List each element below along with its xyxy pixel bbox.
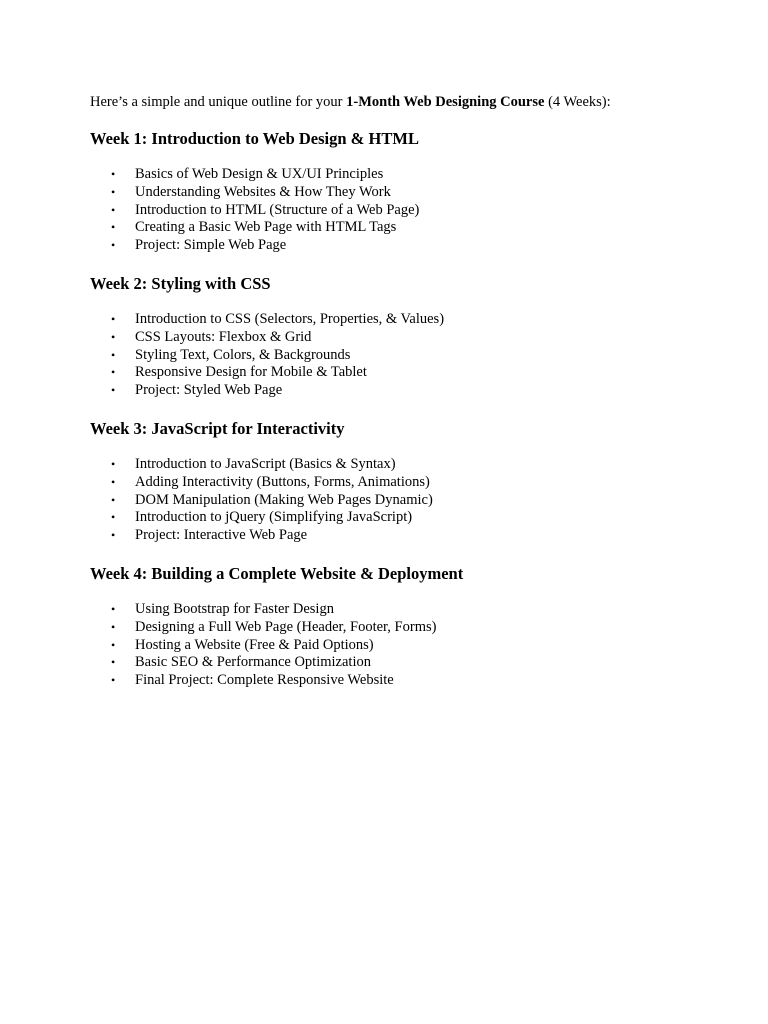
topic-list <box>90 601 710 690</box>
list-item <box>90 311 710 329</box>
bullet-icon: • <box>111 184 116 199</box>
bullet-icon: • <box>111 456 116 471</box>
list-item <box>90 509 710 527</box>
week-heading: Week 1: Introduction to Web Design & HTML <box>90 129 419 148</box>
bullet-icon: • <box>111 474 116 489</box>
list-item-text: Using Bootstrap for Faster Design <box>135 600 334 617</box>
week-section-2 <box>90 274 710 400</box>
list-item <box>90 672 710 690</box>
topic-list <box>90 166 710 255</box>
list-item <box>90 654 710 672</box>
list-item <box>90 364 710 382</box>
list-item-text: Basics of Web Design & UX/UI Principles <box>135 166 384 182</box>
week-section-4 <box>90 564 710 690</box>
list-item-text: Introduction to CSS (Selectors, Properties, & Values) <box>135 310 445 327</box>
list-item-text: Hosting a Website (Free & Paid Options) <box>135 636 374 653</box>
bullet-icon: • <box>111 601 116 616</box>
bullet-icon: • <box>111 347 116 362</box>
week-section-3 <box>90 419 710 545</box>
bullet-icon: • <box>111 637 116 652</box>
list-item <box>90 474 710 492</box>
intro-prefix: Here’s a simple and unique outline for your <box>90 94 347 110</box>
bullet-icon: • <box>111 383 116 398</box>
list-item-text: Creating a Basic Web Page with HTML Tags <box>135 219 397 236</box>
bullet-icon: • <box>111 202 116 217</box>
list-item-text: Designing a Full Web Page (Header, Footer, Forms) <box>135 618 437 635</box>
list-item <box>90 347 710 365</box>
document-page <box>90 94 710 690</box>
list-item-text: Introduction to JavaScript (Basics & Syntax) <box>135 455 396 472</box>
list-item <box>90 637 710 655</box>
list-item-text: Introduction to jQuery (Simplifying JavaScript) <box>135 509 413 526</box>
list-item <box>90 492 710 510</box>
list-item-text: CSS Layouts: Flexbox & Grid <box>135 328 312 345</box>
bullet-icon: • <box>111 311 116 326</box>
list-item <box>90 237 710 255</box>
list-item <box>90 329 710 347</box>
list-item <box>90 456 710 474</box>
bullet-icon: • <box>111 619 116 634</box>
list-item-text: Styling Text, Colors, & Backgrounds <box>135 346 351 363</box>
bullet-icon: • <box>111 329 116 344</box>
list-item-text: Basic SEO & Performance Optimization <box>135 654 371 671</box>
intro-paragraph <box>90 94 710 111</box>
list-item <box>90 202 710 220</box>
list-item <box>90 219 710 237</box>
bullet-icon: • <box>111 220 116 235</box>
bullet-icon: • <box>111 510 116 525</box>
intro-suffix: (4 Weeks): <box>544 94 611 110</box>
intro-course-title: 1-Month Web Designing Course <box>346 94 545 110</box>
list-item-text: Project: Interactive Web Page <box>135 527 308 544</box>
bullet-icon: • <box>111 365 116 380</box>
list-item <box>90 184 710 202</box>
bullet-icon: • <box>111 528 116 543</box>
list-item-text: Final Project: Complete Responsive Website <box>135 672 394 689</box>
list-item-text: Adding Interactivity (Buttons, Forms, Animations) <box>135 473 430 490</box>
list-item-text: DOM Manipulation (Making Web Pages Dynamic) <box>135 491 433 508</box>
list-item <box>90 527 710 545</box>
list-item-text: Project: Simple Web Page <box>135 237 287 254</box>
list-item <box>90 166 710 184</box>
week-heading: Week 4: Building a Complete Website & Deployment <box>90 563 464 583</box>
topic-list <box>90 311 710 400</box>
list-item-text: Understanding Websites & How They Work <box>135 183 391 200</box>
bullet-icon: • <box>111 238 116 253</box>
topic-list <box>90 456 710 545</box>
bullet-icon: • <box>111 492 116 507</box>
list-item-text: Project: Styled Web Page <box>135 382 283 399</box>
bullet-icon: • <box>111 655 116 670</box>
week-section-1 <box>90 129 710 255</box>
list-item <box>90 601 710 619</box>
list-item-text: Responsive Design for Mobile & Tablet <box>135 364 367 381</box>
list-item <box>90 382 710 400</box>
week-heading: Week 2: Styling with CSS <box>90 273 271 293</box>
list-item <box>90 619 710 637</box>
week-heading: Week 3: JavaScript for Interactivity <box>90 418 345 438</box>
list-item-text: Introduction to HTML (Structure of a Web Page) <box>135 201 420 218</box>
bullet-icon: • <box>111 167 116 181</box>
bullet-icon: • <box>111 673 116 688</box>
